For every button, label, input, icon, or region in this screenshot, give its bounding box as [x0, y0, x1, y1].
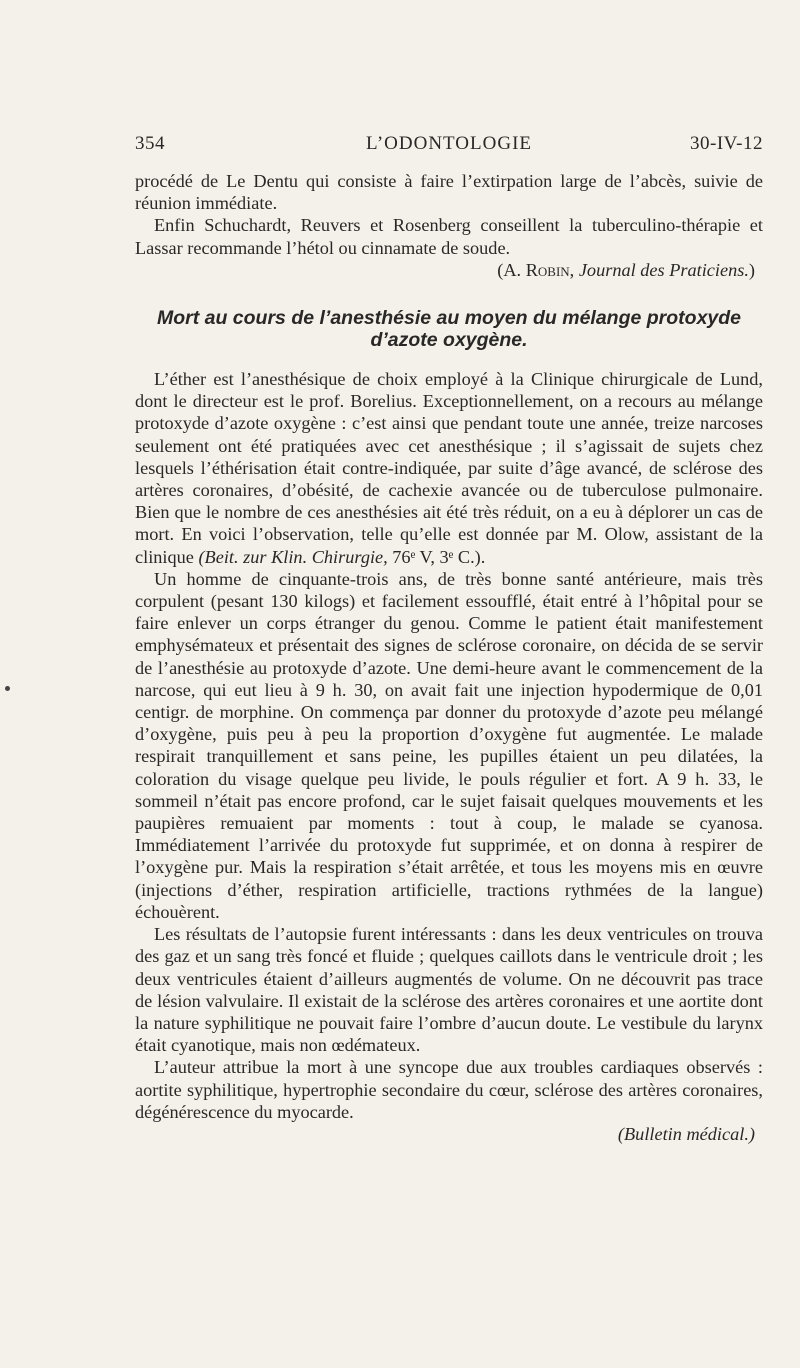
- page-number: 354: [135, 133, 165, 154]
- citation-separator: ,: [569, 259, 579, 280]
- page-body: [135, 170, 763, 1145]
- paragraph: Les résultats de l’autopsie furent intéressants : dans les deux ventricules on trouva des gaz et un sang très foncé et fluide ; quelques caillots dans le ventricule droit ; les deux ventricules étaient d’ailleurs augmentés de volume. On ne découvrit pas trace de lésion valvulaire. Il existait de la sclérose des artères coronaires et une aortite dont la nature syphilitique ne pouvait faire l’ombre d’aucun doute. Le vestibule du larynx était cyanotique, mais non œdémateux.: [135, 924, 763, 1056]
- paragraph: [135, 368, 763, 568]
- source-citation: (Bulletin médical.): [617, 1123, 755, 1144]
- paragraph: L’auteur attribue la mort à une syncope due aux troubles cardiaques observés : aortite syphilitique, hypertrophie secondaire du cœur, sclérose des artères coronaires, dégénérescence du myocarde.: [135, 1057, 763, 1122]
- citation-author: Robin: [525, 259, 570, 280]
- citation-close: ): [748, 259, 755, 280]
- paragraph-text: L’éther est l’anesthésique de choix employé à la Clinique chirurgicale de Lund, dont le directeur est le prof. Borelius. Exceptionnellement, on a recours au mélange protoxyde d’azote oxygène : c’est ainsi que pendant toute une année, treize narcoses seulement ont été pratiquées avec cet anesthésique ; il s’agissait de sujets chez lesquels l’éthérisation était contre-indiquée, par suite d’âge avancé, de sclérose des artères coronaires, d’obésité, de cachexie avancée ou de tuberculose pulmonaire. Bien que le nombre de ces anesthésies ait été très réduit, on a eu à déplorer un cas de mort. En voici l’observation, telle qu’elle est donnée par M. Olow, assistant de la clinique: [135, 369, 763, 567]
- article-heading: Mort au cours de l’anesthésie au moyen du mélange protoxyde d’azote oxygène.: [156, 307, 742, 352]
- paragraph-text: 76ᵉ V, 3ᵉ C.).: [387, 546, 486, 567]
- citation-open: (A.: [497, 259, 526, 280]
- continued-paragraph: procédé de Le Dentu qui consiste à faire l’extirpation large de l’abcès, suivie de réunion immédiate.: [135, 171, 763, 214]
- journal-title: L’ODONTOLOGIE: [365, 133, 533, 154]
- paragraph: Un homme de cinquante-trois ans, de très bonne santé antérieure, mais très corpulent (pesant 130 kilogs) et facilement essoufflé, était entré à l’hôpital pour se faire enlever un corps étranger du genou. Comme le patient était manifestement emphysémateux et présentait des signes de sclérose coronaire, on décida de se servir de l’anesthésie au protoxyde d’azote. Une demi-heure avant le commencement de la narcose, qui eut lieu à 9 h. 30, on avait fait une injection hypodermique de 0,01 centigr. de morphine. On commença par donner du protoxyde d’azote peu mélangé d’oxygène, puis peu à peu la proportion d’oxygène fut augmentée. Le malade respirait tranquillement et sans peine, les pupilles étaient un peu dilatées, la coloration du visage quelque peu livide, le pouls régulier et fort. A 9 h. 33, le sommeil n’était pas encore profond, car le sujet faisait quelques mouvements et les paupières remuaient par moments : tout à coup, le malade se cyanosa. Immédiatement l’arrivée du protoxyde fut supprimée, et on donna à respirer de l’oxygène pur. Mais la respiration s’était arrêtée, et tous les moyens mis en œuvre (injections d’éther, respiration artificielle, tractions rythmées de la langue) échouèrent.: [135, 568, 763, 922]
- source-citation: [135, 259, 763, 281]
- citation-journal: Journal des Praticiens.: [578, 259, 749, 280]
- issue-date: 30-IV-12: [690, 133, 763, 154]
- paragraph: Enfin Schuchardt, Reuvers et Rosenberg conseillent la tuberculino-thérapie et Lassar recommande l’hétol ou cinnamate de soude.: [135, 215, 763, 258]
- reference-citation: (Beit. zur Klin. Chirurgie,: [198, 546, 388, 567]
- margin-mark: [5, 686, 10, 691]
